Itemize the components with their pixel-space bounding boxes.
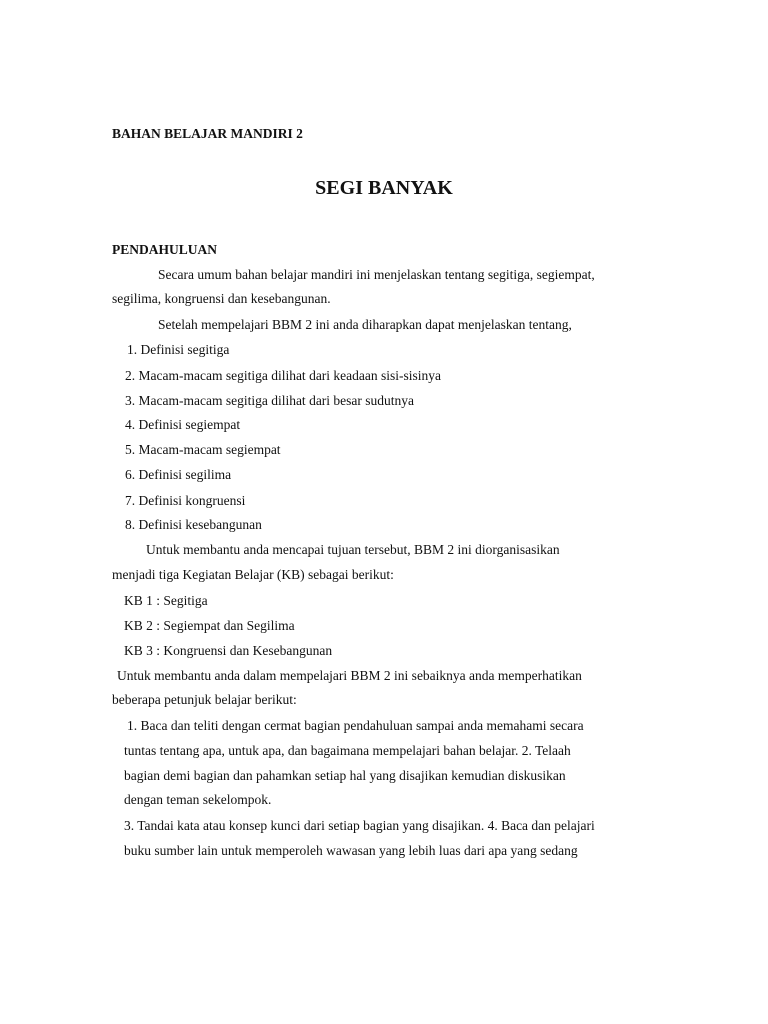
kb-item: KB 3 : Kongruensi dan Kesebangunan — [124, 643, 333, 658]
section-heading: PENDAHULUAN — [112, 242, 218, 257]
objective-item: 5. Macam-macam segiempat — [125, 442, 281, 457]
kb-item: KB 2 : Segiempat dan Segilima — [124, 618, 295, 633]
tip-line: tuntas tentang apa, untuk apa, dan bagaimana mempelajari bahan belajar. 2. Telaah — [124, 743, 571, 758]
organization-paragraph-line: menjadi tiga Kegiatan Belajar (KB) sebagai berikut: — [112, 567, 394, 582]
objective-item: 2. Macam-macam segitiga dilihat dari keadaan sisi-sisinya — [125, 368, 442, 383]
tips-intro-line: beberapa petunjuk belajar berikut: — [112, 692, 297, 707]
objective-item: 8. Definisi kesebangunan — [125, 517, 262, 532]
intro-paragraph-line: Secara umum bahan belajar mandiri ini menjelaskan tentang segitiga, segiempat, — [158, 267, 595, 282]
objective-item: 4. Definisi segiempat — [125, 417, 241, 432]
objectives-intro: Setelah mempelajari BBM 2 ini anda diharapkan dapat menjelaskan tentang, — [158, 317, 572, 332]
objective-item: 1. Definisi segitiga — [127, 342, 230, 357]
kb-item: KB 1 : Segitiga — [124, 593, 208, 608]
tip-line: bagian demi bagian dan pahamkan setiap hal yang disajikan kemudian diskusikan — [124, 768, 566, 783]
document-title: SEGI BANYAK — [315, 177, 453, 199]
intro-paragraph-line: segilima, kongruensi dan kesebangunan. — [112, 291, 331, 306]
organization-paragraph-line: Untuk membantu anda mencapai tujuan tersebut, BBM 2 ini diorganisasikan — [146, 542, 560, 557]
objective-item: 3. Macam-macam segitiga dilihat dari besar sudutnya — [125, 393, 415, 408]
objective-item: 7. Definisi kongruensi — [125, 493, 246, 508]
tip-line: dengan teman sekelompok. — [124, 792, 272, 807]
tip-line: buku sumber lain untuk memperoleh wawasan yang lebih luas dari apa yang sedang — [124, 843, 578, 858]
tip-line: 3. Tandai kata atau konsep kunci dari setiap bagian yang disajikan. 4. Baca dan pelajari — [124, 818, 595, 833]
module-label: BAHAN BELAJAR MANDIRI 2 — [112, 126, 303, 141]
objective-item: 6. Definisi segilima — [125, 467, 232, 482]
tip-line: 1. Baca dan teliti dengan cermat bagian pendahuluan sampai anda memahami secara — [127, 718, 584, 733]
tips-intro-line: Untuk membantu anda dalam mempelajari BBM 2 ini sebaiknya anda memperhatikan — [117, 668, 582, 683]
